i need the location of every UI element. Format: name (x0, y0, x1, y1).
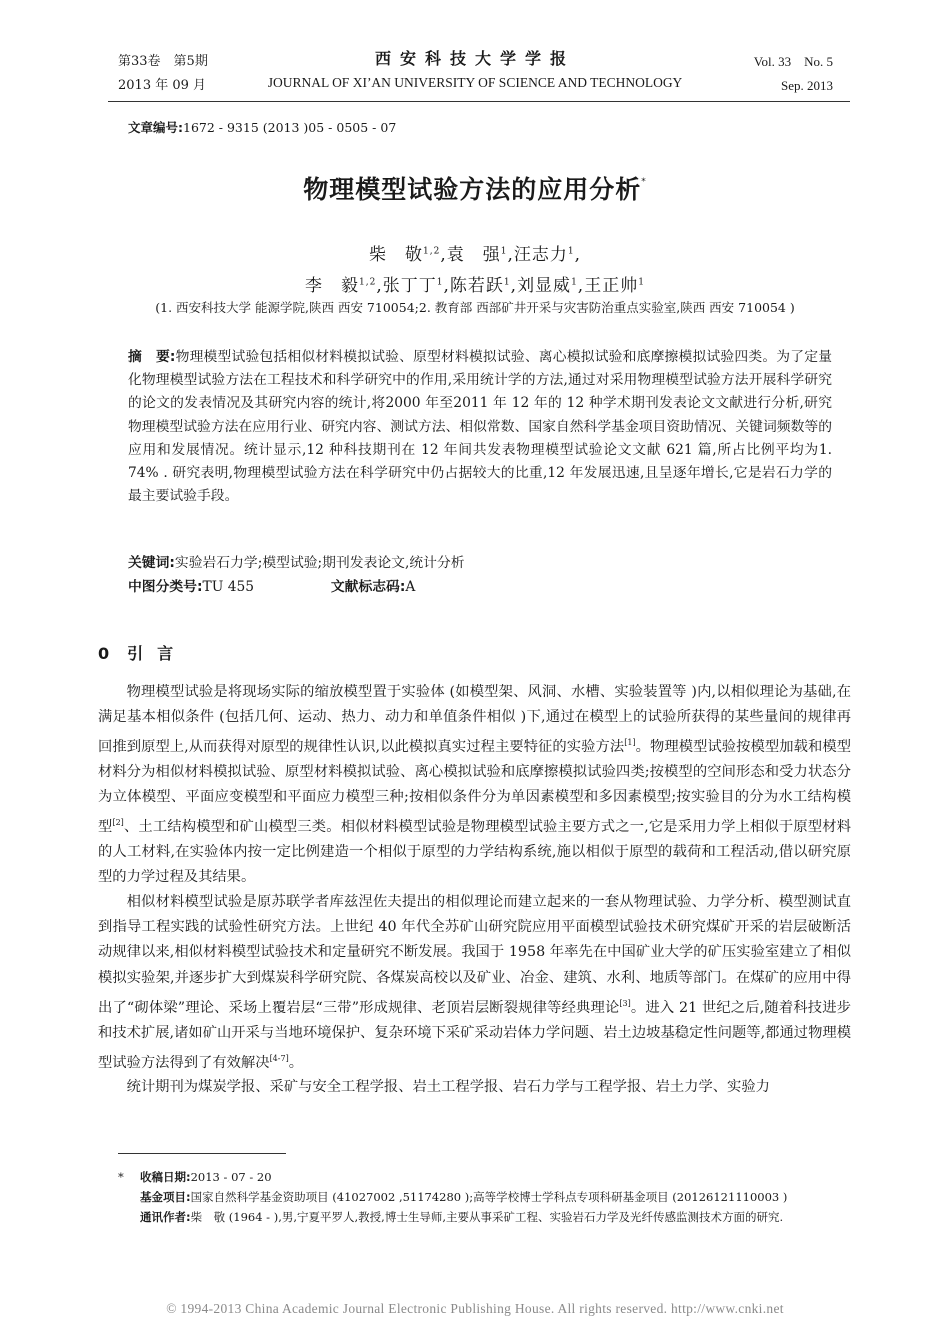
classification-line (128, 576, 832, 599)
author-list-line-1 (0, 240, 950, 265)
date-en: Sep. 2013 (781, 78, 833, 93)
paragraph-text: 物理模型试验是将现场实际的缩放模型置于实验体 (如模型架、风洞、水槽、实验装置等 )内,以相似理论为基础,在满足基本相似条件 (包括几何、运动、热力、动力和单值条件相似 )下,通过在模型上的试验所获得的某些量间的规律再回推到原型上,从而获得对原型的规律性认识,以此模拟真实过程主要特征的实验方法 (98, 684, 851, 755)
doc-code-label: 文献标志码: (330, 579, 406, 595)
keywords-label: 关键词: (128, 555, 175, 571)
footnote-rule (118, 1153, 286, 1154)
paragraph-text: 、土工结构模型和矿山模型三类。相似材料模型试验是物理模型试验主要方式之一,它是采用力学上相似于原型材料的人工材料,在实验体内按一定比例建造一个相似于原型的力学结构系统,施以相似于原型的载荷和工程活动,借以研究原型的力学过程及其结果。 (98, 819, 851, 886)
volume-issue-cn: 第33卷 第5期 (118, 54, 208, 69)
paragraph-text: 。 (288, 1054, 303, 1071)
paragraph-text: 。进入 21 世纪之后,随着科技进步和技术扩展,诸如矿山开采与当地环境保护、复杂环境下采矿采动岩体力学问题、岩土边坡基稳定性问题等,都通过物理模型试验方法得到了有效解决 (98, 999, 851, 1071)
author-name: 王正帅 (584, 276, 639, 296)
author-affiliation-mark: 1 (638, 277, 645, 288)
author-name: 袁 强 (446, 245, 501, 265)
paragraph (98, 1075, 851, 1100)
author-name: 汪志力 (513, 245, 568, 265)
author-separator: , (440, 245, 447, 265)
footnote-text: 柴 敬 (1964 - ),男,宁夏平罗人,教授,博士生导师,主要从事采矿工程、实验岩石力学及光纤传感监测技术方面的研究. (190, 1210, 784, 1224)
footnote-label: 收稿日期: (140, 1170, 191, 1184)
copyright-notice: © 1994-2013 China Academic Journal Electronic Publishing House. All rights reserved. http://www.cnki.net (166, 1301, 784, 1316)
footnote-mark: * (118, 1170, 124, 1184)
footnote-line (118, 1187, 858, 1207)
keywords (128, 552, 832, 575)
header-right (754, 50, 833, 98)
journal-name-en: JOURNAL OF XI’AN UNIVERSITY OF SCIENCE AND TECHNOLOGY (267, 75, 683, 90)
section-number: 0 (98, 644, 110, 663)
author-name: 陈若跃 (449, 276, 504, 296)
journal-name-cn: 西安科技大学学报 (374, 49, 575, 68)
footnotes (118, 1167, 858, 1227)
title-footnote-mark: * (641, 177, 647, 187)
author-affiliation-mark: 1 (571, 277, 578, 288)
author-affiliation-mark: 1,2 (422, 246, 441, 257)
section-heading (98, 641, 187, 664)
footnote-line (118, 1207, 858, 1227)
clc-value: TU 455 (202, 579, 255, 595)
header-rule (108, 101, 850, 102)
citation-ref: [4-7] (269, 1053, 289, 1063)
paragraph-text: 统计期刊为煤炭学报、采矿与安全工程学报、岩土工程学报、岩石力学与工程学报、岩土力学、实验力 (126, 1079, 770, 1096)
author-affiliation-mark: 1 (436, 277, 444, 288)
article-number-label: 文章编号: (128, 120, 183, 135)
footnote-text: 国家自然科学基金资助项目 (41027002 ,51174280 );高等学校博士学科点专项科研基金项目 (20126121110003 ) (190, 1190, 788, 1204)
author-name: 刘显威 (517, 276, 572, 296)
author-name: 柴 敬 (368, 245, 423, 265)
citation-ref: [3] (619, 998, 631, 1008)
abstract (128, 346, 832, 508)
footnote-line (118, 1167, 858, 1187)
author-affiliation-mark: 1 (500, 246, 508, 257)
author-separator: , (376, 276, 383, 296)
paragraph-text: 。物理模型试验按模型加载和模型材料分为相似材料模拟试验、原型材料模拟试验、离心模拟试验和底摩擦模拟试验四类;按模型的空间形态和受力状态分为立体模型、平面应变模型和平面应力模型三种;按相似条件分为单因素模型和多因素模型;按实验目的分为水工结构模型 (98, 738, 851, 835)
affiliation: (1. 西安科技大学 能源学院,陕西 西安 710054;2. 教育部 西部矿井开采与灾害防治重点实验室,陕西 西安 710054 ) (155, 300, 795, 315)
paragraph-text: 相似材料模型试验是原苏联学者库兹涅佐夫提出的相似理论而建立起来的一套从物理试验、力学分析、模型测试直到指导工程实践的试验性研究方法。上世纪 40 年代全苏矿山研究院应用平面模型试验技术研究煤矿开采的岩层破断活动规律以来,相似材料模型试验技术和定量研究不断发展。我国于 1958 年率先在中国矿业大学的矿压实验室建立了相似模拟实验架,并逐步扩大到煤炭科学研究院、各煤炭高校以及矿业、冶金、建筑、水利、地质等部门。在煤矿的应用中得出了“砌体梁”理论、采场上覆岩层“三带”形成规律、老顶岩层断裂规律等经典理论 (98, 894, 851, 1016)
date-cn: 2013 年 09 月 (118, 78, 207, 93)
footnote-text: 2013 - 07 - 20 (190, 1170, 272, 1184)
body-text (98, 680, 851, 1101)
author-separator: , (510, 276, 518, 296)
section-title: 引言 (127, 644, 188, 663)
author-name: 李 毅 (305, 276, 360, 296)
author-name: 张丁丁 (382, 276, 437, 296)
author-separator: , (507, 245, 514, 265)
author-affiliation-mark: 1,2 (359, 277, 377, 288)
paper-title (0, 170, 950, 206)
citation-ref: [2] (112, 818, 124, 828)
footnote-label: 基金项目: (140, 1190, 191, 1204)
author-separator: , (577, 276, 585, 296)
article-number (128, 118, 396, 136)
footnote-label: 通讯作者: (140, 1210, 191, 1224)
citation-ref: [1] (624, 738, 636, 748)
abstract-label: 摘 要: (128, 349, 176, 365)
abstract-text: 物理模型试验包括相似材料模拟试验、原型材料模拟试验、离心模拟试验和底摩擦模拟试验四类。为了定量化物理模型试验方法在工程技术和科学研究中的作用,采用统计学的方法,通过对采用物理模型试验方法开展科学研究的论文的发表情况及其研究内容的统计,将2000 年至2011 年 12 年的 12 种学术期刊发表论文文献进行分析,研究物理模型试验方法在应用行业、研究内容、测试方法、相似常数、国家自然科学基金项目资助情况、关键词频数等的应用和发展情况。统计显示,12 种科技期刊在 12 年间共发表物理模型试验论文文献 621 篇,所占比例平均为1. 74% . 研究表明,物理模型试验方法在科学研究中仍占据较大的比重,12 年发展迅速,且呈逐年增长,它是岩石力学的最主要试验手段。 (128, 349, 832, 505)
author-affiliation-mark: 1 (503, 277, 511, 288)
paragraph (98, 680, 851, 890)
doc-code-value: A (405, 579, 416, 595)
keywords-text: 实验岩石力学;模型试验;期刊发表论文,统计分析 (174, 555, 465, 571)
paragraph (98, 890, 851, 1075)
article-number-value: 1672 - 9315 (2013 )05 - 0505 - 07 (183, 120, 397, 135)
author-affiliation-mark: 1 (567, 246, 575, 257)
author-list-line-2 (0, 271, 950, 296)
paper-title-text: 物理模型试验方法的应用分析 (303, 175, 642, 204)
clc-label: 中图分类号: (128, 579, 203, 595)
author-separator: , (574, 245, 581, 265)
author-separator: , (443, 276, 450, 296)
volume-issue-en: Vol. 33 No. 5 (753, 54, 833, 69)
